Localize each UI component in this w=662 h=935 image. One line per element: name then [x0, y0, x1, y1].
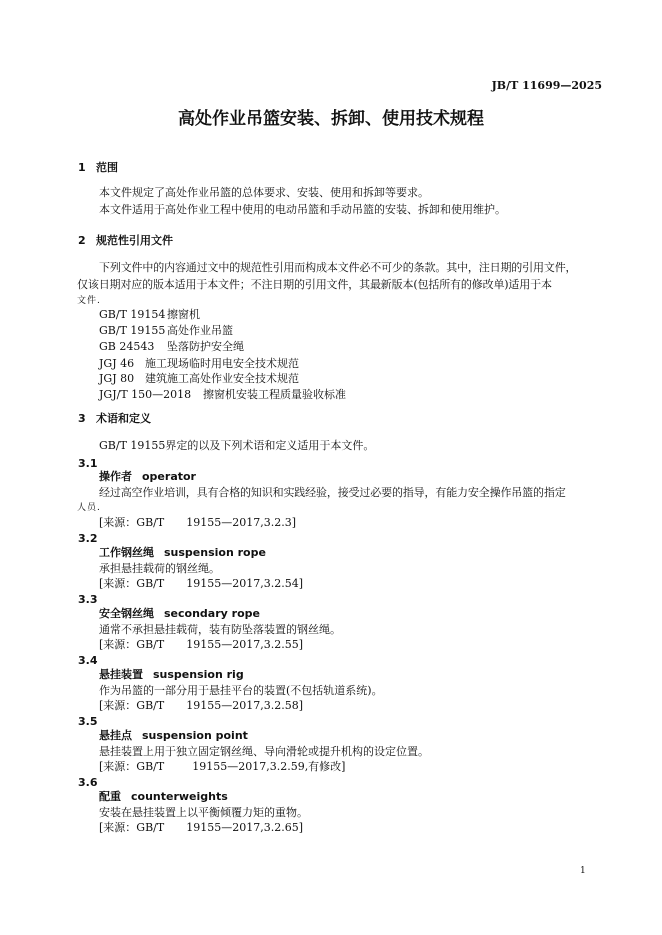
term-heading [99, 470, 196, 484]
term-number: 3.4 [78, 654, 98, 667]
source-prefix: [来源：GB/T [99, 638, 165, 651]
term-number: 3.5 [78, 715, 98, 728]
term-source [99, 699, 303, 713]
source-detail: 19155—2017,3.2.59,有修改] [192, 760, 346, 773]
term-definition: 作为吊篮的一部分用于悬挂平台的装置(不包括轨道系统)。 [99, 684, 383, 697]
term-definition: 经过高空作业培训，具有合格的知识和实践经验，接受过必要的指导，有能力安全操作吊篮的指定 [99, 486, 566, 499]
reference-code: GB 24543 [99, 340, 155, 353]
term-en: suspension rope [164, 546, 266, 559]
term-definition: 承担悬挂载荷的钢丝绳。 [99, 562, 220, 575]
reference-item [99, 388, 346, 402]
term-definition: 安装在悬挂装置上以平衡倾覆力矩的重物。 [99, 806, 308, 819]
term-heading [99, 729, 248, 743]
reference-code: GB/T 19155 [99, 324, 166, 337]
reference-item [99, 324, 233, 338]
term-en: operator [142, 470, 196, 483]
paragraph-line: 文件. [77, 296, 101, 306]
source-prefix: [来源：GB/T [99, 760, 165, 773]
section-title: 术语和定义 [96, 412, 151, 425]
term-zh: 悬挂装置 [99, 668, 143, 681]
paragraph-line: 下列文件中的内容通过文中的规范性引用而构成本文件必不可少的条款。其中，注日期的引用文件， [99, 261, 577, 274]
reference-code: GB/T 19154 [99, 308, 166, 321]
term-en: suspension point [142, 729, 248, 742]
reference-name: 高处作业吊篮 [167, 324, 233, 337]
source-detail: 19155—2017,3.2.3] [186, 516, 296, 529]
source-detail: 19155—2017,3.2.65] [186, 821, 303, 834]
term-source [99, 821, 303, 835]
term-zh: 安全钢丝绳 [99, 607, 154, 620]
source-prefix: [来源：GB/T [99, 577, 165, 590]
term-en: secondary rope [164, 607, 260, 620]
term-definition: 通常不承担悬挂载荷，装有防坠落装置的钢丝绳。 [99, 623, 341, 636]
term-source [99, 516, 296, 530]
term-heading [99, 607, 260, 621]
reference-item [99, 372, 299, 386]
term-heading [99, 668, 244, 682]
reference-name: 擦窗机 [167, 308, 200, 321]
reference-name: 建筑施工高处作业安全技术规范 [145, 372, 299, 385]
term-zh: 悬挂点 [99, 729, 132, 742]
page-number: 1 [580, 866, 586, 876]
section-number: 2 [78, 234, 86, 247]
reference-name: 坠落防护安全绳 [167, 340, 244, 353]
term-source [99, 638, 303, 652]
reference-item [99, 340, 244, 354]
term-source [99, 577, 303, 591]
reference-name: 施工现场临时用电安全技术规范 [145, 357, 299, 370]
term-heading [99, 546, 266, 560]
document-title: 高处作业吊篮安装、拆卸、使用技术规程 [178, 109, 484, 129]
term-number: 3.1 [78, 457, 98, 470]
reference-item [99, 308, 200, 322]
term-en: suspension rig [153, 668, 244, 681]
section-title: 规范性引用文件 [96, 234, 173, 247]
reference-code: JGJ/T 150—2018 [99, 388, 192, 401]
term-zh: 工作钢丝绳 [99, 546, 154, 559]
term-definition: 人员. [77, 503, 101, 513]
paragraph: 本文件规定了高处作业吊篮的总体要求、安装、使用和拆卸等要求。 [99, 186, 429, 199]
paragraph-line: 仅该日期对应的版本适用于本文件；不注日期的引用文件，其最新版本(包括所有的修改单)适用于本 [77, 278, 552, 291]
source-prefix: [来源：GB/T [99, 699, 165, 712]
term-zh: 配重 [99, 790, 121, 803]
term-en: counterweights [131, 790, 228, 803]
source-prefix: [来源：GB/T [99, 516, 165, 529]
standard-code: JB/T 11699—2025 [491, 79, 602, 92]
reference-code: JGJ 46 [99, 357, 135, 370]
paragraph: GB/T 19155界定的以及下列术语和定义适用于本文件。 [99, 439, 375, 452]
term-number: 3.6 [78, 776, 98, 789]
source-detail: 19155—2017,3.2.58] [186, 699, 303, 712]
reference-code: JGJ 80 [99, 372, 135, 385]
paragraph: 本文件适用于高处作业工程中使用的电动吊篮和手动吊篮的安装、拆卸和使用维护。 [99, 203, 506, 216]
term-heading [99, 790, 228, 804]
term-number: 3.2 [78, 532, 98, 545]
reference-item [99, 357, 299, 371]
term-definition: 悬挂装置上用于独立固定钢丝绳、导向滑轮或提升机构的设定位置。 [99, 745, 429, 758]
section-number: 1 [78, 161, 86, 174]
term-zh: 操作者 [99, 470, 132, 483]
term-source [99, 760, 345, 774]
source-prefix: [来源：GB/T [99, 821, 165, 834]
term-number: 3.3 [78, 593, 98, 606]
source-detail: 19155—2017,3.2.54] [186, 577, 303, 590]
reference-name: 擦窗机安装工程质量验收标准 [203, 388, 346, 401]
source-detail: 19155—2017,3.2.55] [186, 638, 303, 651]
section-number: 3 [78, 412, 86, 425]
section-title: 范围 [96, 161, 118, 174]
